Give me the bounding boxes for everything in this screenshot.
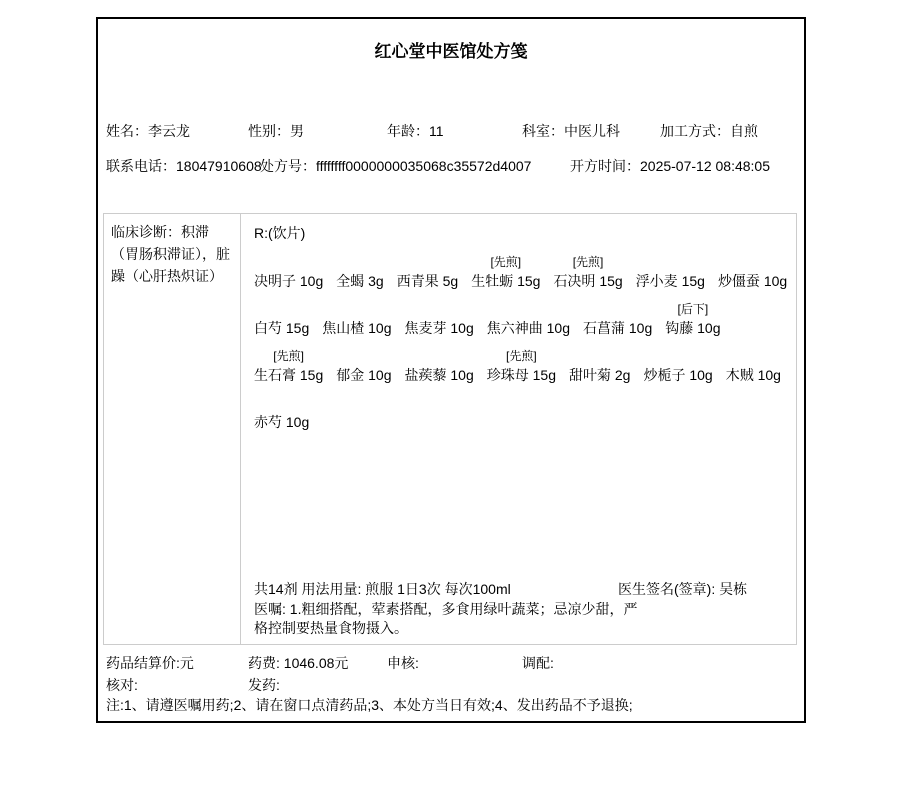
patient-name-field — [106, 121, 190, 141]
medicine-text: 白芍 15g — [254, 320, 310, 336]
doctor-signature: 医生签名(签章): 吴栋 — [618, 581, 748, 597]
prescription-number-value: ffffffff0000000035068c35572d4007 — [316, 158, 532, 174]
medicine-text: 炒僵蚕 10g — [717, 273, 788, 289]
phone-field — [106, 156, 262, 176]
medicine-list — [254, 254, 786, 432]
medicine-text: 焦六神曲 10g — [486, 320, 570, 336]
prescription-number-label: 处方号： — [260, 158, 316, 174]
medicine-item — [569, 348, 630, 385]
medicine-item — [636, 254, 705, 291]
patient-age-field — [387, 121, 444, 141]
medicine-row — [254, 395, 786, 432]
medicine-text: 甜叶菊 2g — [569, 367, 631, 383]
decoction-annotation: [先煎] — [506, 349, 537, 363]
medicine-text: 钩藤 10g — [665, 320, 721, 336]
medicine-item — [726, 348, 781, 385]
patient-info-row — [98, 121, 804, 139]
medicine-text: 石决明 15g — [553, 273, 623, 289]
decoction-annotation: [先煎] — [273, 349, 304, 363]
usage-text: 共14剂 用法用量: 煎服 1日3次 每次100ml — [254, 581, 511, 597]
medicine-item — [254, 301, 309, 338]
diagnosis-cell — [104, 214, 241, 644]
patient-gender-label: 性别： — [248, 123, 290, 139]
decoction-annotation: [先煎] — [490, 255, 522, 269]
medicine-row — [254, 301, 786, 338]
medicine-text: 生牡蛎 15g — [471, 273, 541, 289]
processing-method-field — [660, 121, 758, 141]
prescription-info-row — [98, 156, 804, 174]
medicine-item — [254, 254, 323, 291]
patient-age-label: 年龄： — [387, 123, 429, 139]
patient-name-label: 姓名： — [106, 123, 148, 139]
medicine-text: 焦麦芽 10g — [404, 320, 474, 336]
medicine-item — [553, 254, 622, 291]
rx-cell — [242, 214, 796, 644]
department-value: 中医儿科 — [564, 123, 620, 139]
medicine-row — [254, 254, 786, 291]
page-title: 红心堂中医馆处方笺 — [374, 42, 528, 61]
diagnosis-text: 积滞（胃肠积滞证），脏躁（心肝热炽证） — [111, 224, 230, 284]
medicine-text: 西青果 5g — [396, 273, 459, 289]
patient-gender-field — [248, 121, 304, 141]
medicine-fee-field: 药费: 1046.08元 — [248, 655, 349, 671]
processing-method-label: 加工方式： — [660, 123, 730, 139]
medicine-item — [254, 395, 309, 432]
medicine-item — [583, 301, 652, 338]
phone-label: 联系电话： — [106, 158, 176, 174]
medicine-item — [718, 254, 787, 291]
department-label: 科室： — [522, 123, 564, 139]
medicine-item — [487, 348, 556, 385]
dispense-field: 调配: — [522, 655, 554, 671]
phone-value: 18047910608 — [176, 158, 262, 174]
medicine-text: 赤芍 10g — [254, 414, 310, 430]
patient-gender-value: 男 — [290, 123, 304, 139]
patient-age-value: 11 — [429, 123, 444, 139]
prescription-time-field — [570, 156, 770, 176]
department-field — [522, 121, 620, 141]
medicine-item — [397, 254, 458, 291]
medicine-item — [405, 348, 474, 385]
medicine-text: 珍珠母 15g — [486, 367, 556, 383]
medicine-text: 浮小麦 15g — [635, 273, 705, 289]
medicine-item — [487, 301, 570, 338]
medicine-text: 盐蒺藜 10g — [404, 367, 474, 383]
medicine-item — [643, 348, 712, 385]
medicine-text: 郁金 10g — [336, 367, 392, 383]
rx-bottom-section — [254, 580, 788, 638]
usage-line — [254, 580, 788, 599]
prescription-table — [103, 213, 797, 645]
prescription-sheet — [96, 17, 806, 723]
medicine-item — [665, 301, 720, 338]
medicine-item — [405, 301, 474, 338]
decoction-annotation: [后下] — [677, 302, 709, 316]
medicine-text: 木贼 10g — [725, 367, 781, 383]
patient-name-value: 李云龙 — [148, 123, 190, 139]
diagnosis-label: 临床诊断： — [111, 224, 181, 240]
footer-note: 注:1、请遵医嘱用药;2、请在窗口点清药品;3、本处方当日有效;4、发出药品不予退换; — [106, 697, 633, 713]
processing-method-value: 自煎 — [730, 123, 758, 139]
check-field: 核对: — [106, 677, 138, 693]
medicine-item — [336, 348, 391, 385]
medicine-row — [254, 348, 786, 385]
review-field: 申核: — [387, 655, 419, 671]
medicine-text: 决明子 10g — [254, 273, 324, 289]
prescription-time-label: 开方时间： — [570, 158, 640, 174]
medicine-item — [322, 301, 391, 338]
medicine-text: 全蝎 3g — [336, 273, 384, 289]
medicine-text: 焦山楂 10g — [322, 320, 392, 336]
prescription-number-field — [260, 156, 531, 176]
decoction-annotation: [先煎] — [572, 255, 604, 269]
medicine-item — [471, 254, 540, 291]
rx-header: R:(饮片) — [254, 225, 306, 241]
medicine-item — [254, 348, 323, 385]
medicine-item — [336, 254, 383, 291]
prescription-time-value: 2025-07-12 08:48:05 — [640, 158, 770, 174]
medical-advice: 医嘱: 1.粗细搭配，荤素搭配，多食用绿叶蔬菜；忌凉少甜，严格控制要热量食物摄入。 — [254, 601, 638, 636]
issue-field: 发药: — [248, 677, 280, 693]
medicine-text: 炒栀子 10g — [643, 367, 713, 383]
settle-price-field: 药品结算价:元 — [106, 655, 194, 671]
medicine-text: 石菖蒲 10g — [583, 320, 653, 336]
medicine-text: 生石膏 15g — [254, 367, 324, 383]
